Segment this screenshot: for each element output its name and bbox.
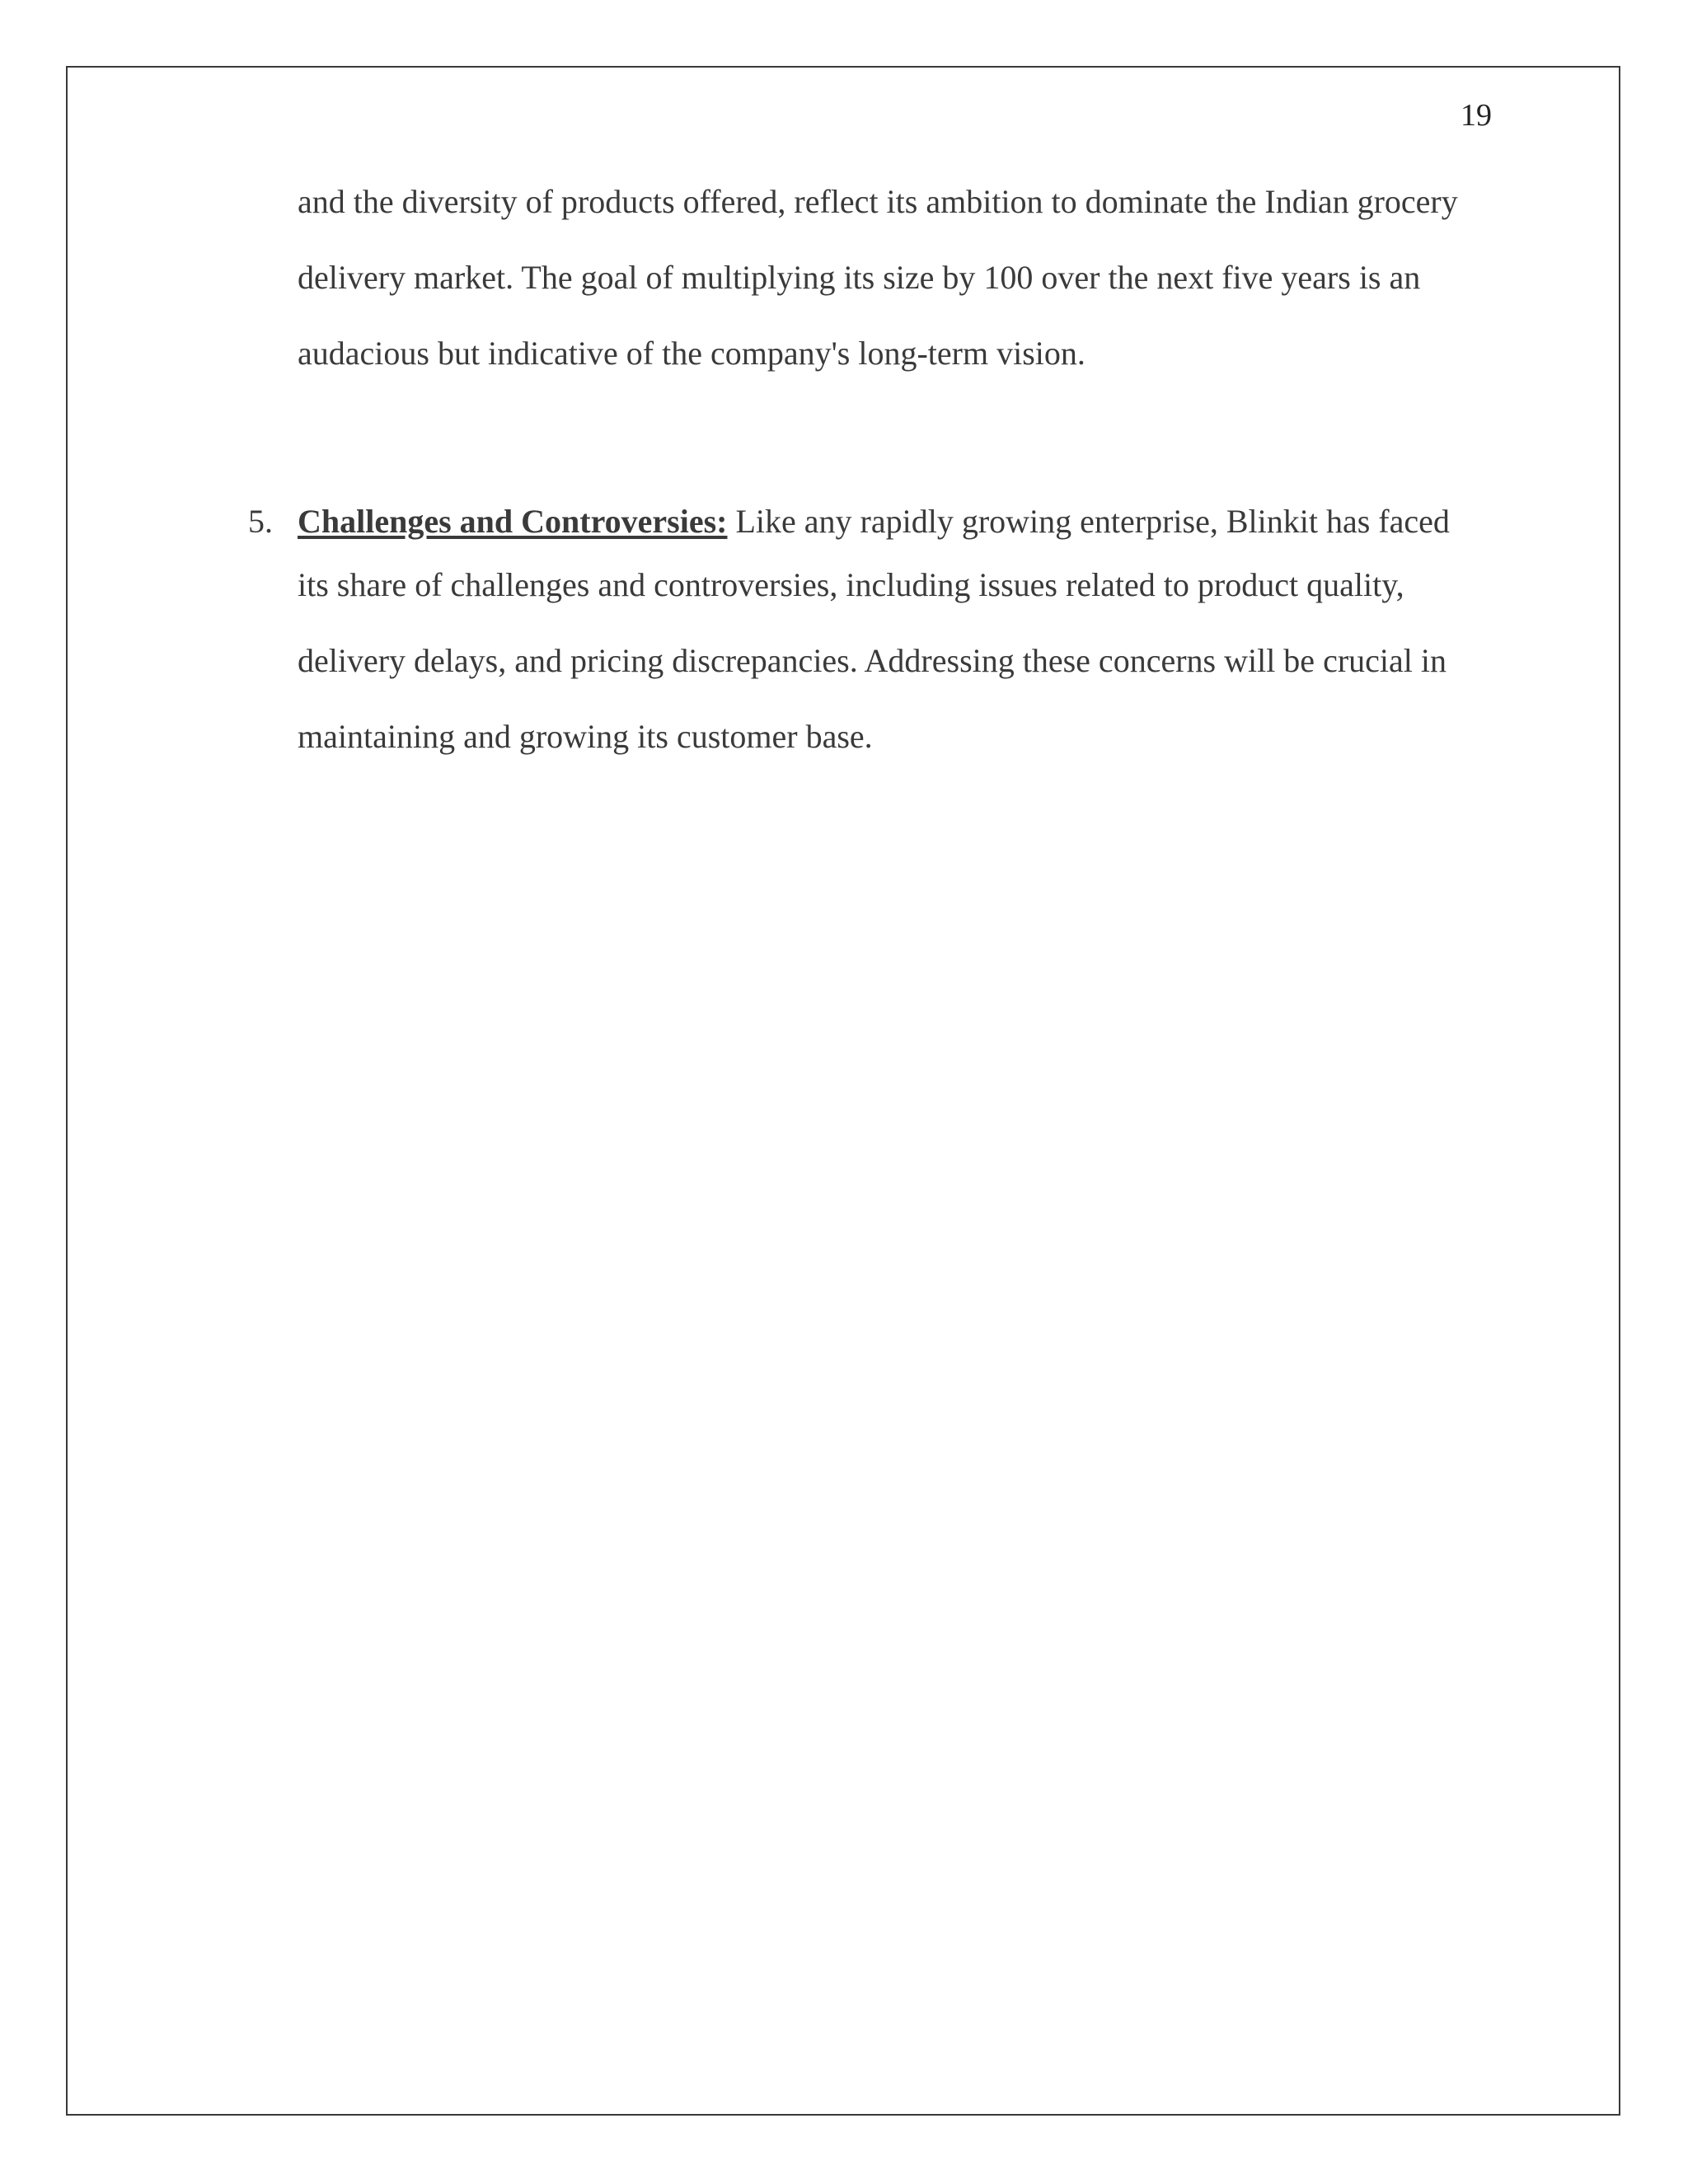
- page-number: 19: [1461, 98, 1492, 133]
- paragraph-line: delivery market. The goal of multiplying its size by 100 over the next five years is an: [298, 259, 1421, 296]
- list-item-number: 5.: [248, 503, 273, 540]
- list-item-first-line: [248, 503, 1484, 541]
- paragraph-line: and the diversity of products offered, reflect its ambition to dominate the Indian grocery: [298, 183, 1458, 220]
- list-item-line: its share of challenges and controversies, including issues related to product quality,: [298, 566, 1404, 603]
- paragraph-line: audacious but indicative of the company's long-term vision.: [298, 335, 1085, 372]
- list-item-heading: Challenges and Controversies:: [298, 503, 728, 540]
- list-item-challenges: [248, 503, 1484, 794]
- list-item-first-line-text: Like any rapidly growing enterprise, Blinkit has faced: [727, 503, 1450, 540]
- list-item-line: delivery delays, and pricing discrepancies. Addressing these concerns will be crucial in: [298, 642, 1447, 679]
- list-item-body: [298, 566, 1484, 756]
- continued-paragraph: [298, 183, 1484, 410]
- list-item-line: maintaining and growing its customer base.: [298, 718, 873, 755]
